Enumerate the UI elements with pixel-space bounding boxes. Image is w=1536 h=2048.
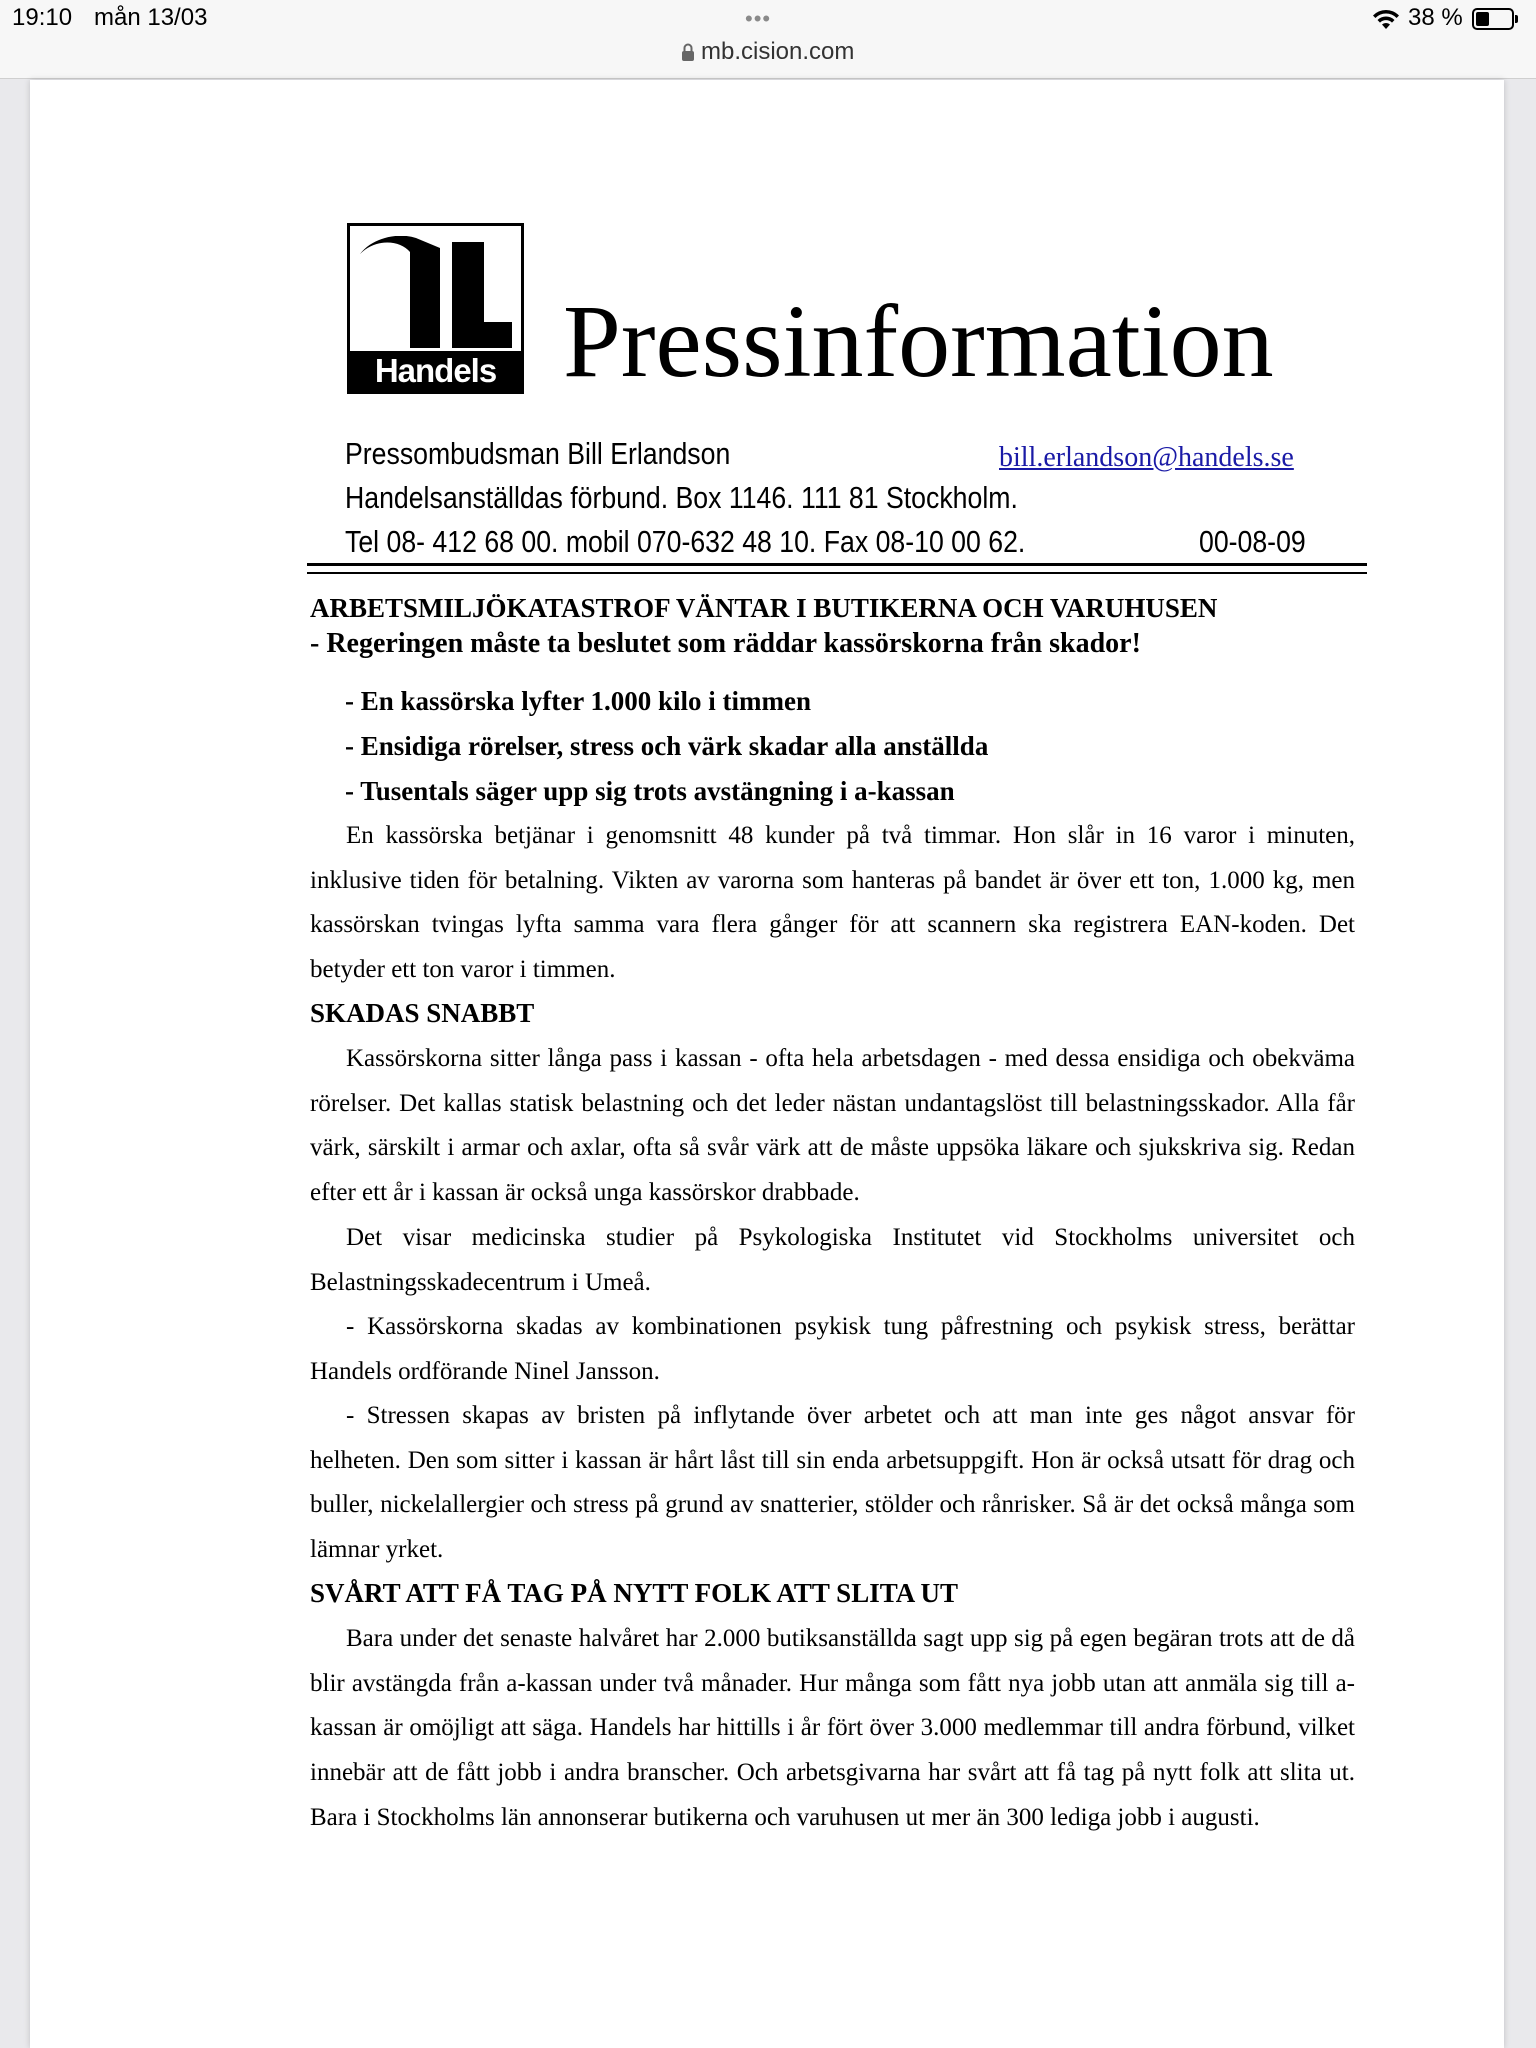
contact-phone: Tel 08- 412 68 00. mobil 070-632 48 10. Fax 08-10 00 62.	[345, 524, 1026, 559]
handels-logo	[347, 223, 524, 394]
headline: ARBETSMILJÖKATASTROF VÄNTAR I BUTIKERNA OCH VARUHUSEN	[310, 593, 1218, 623]
bullet-item: - Tusentals säger upp sig trots avstängning i a-kassan	[345, 776, 955, 806]
document-date: 00-08-09	[1199, 524, 1306, 559]
contact-person: Pressombudsman Bill Erlandson	[345, 436, 731, 471]
paragraph: Kassörskorna sitter långa pass i kassan - ofta hela arbetsdagen - med dessa ensidiga och obekväma rörelser. Det kallas statisk belastning och det leder nästan undantagslöst till belastningsskador. Alla får värk, särskilt i armar och axlar, ofta så svår värk att de måste uppsöka läkare och sjukskriva sig. Redan efter ett år i kassan är också unga kassörskor drabbade.	[310, 1045, 1355, 1207]
lock-icon	[681, 43, 695, 61]
wifi-icon	[1371, 8, 1401, 35]
section-heading: SVÅRT ATT FÅ TAG PÅ NYTT FOLK ATT SLITA UT	[310, 1578, 958, 1608]
bullet-item: - En kassörska lyfter 1.000 kilo i timmen	[345, 686, 812, 716]
page-title: Pressinformation	[563, 284, 1274, 399]
header-divider-secondary	[307, 572, 1367, 574]
subheadline: - Regeringen måste ta beslutet som räddar kassörskorna från skador!	[310, 628, 1141, 659]
url-text: mb.cision.com	[701, 38, 855, 65]
paragraph: - Stressen skapas av bristen på inflytande över arbetet och att man inte ges något ansvar för helheten. Den som sitter i kassan är hårt låst till sin enda arbetsuppgift. Hon är också utsatt för drag och buller, nickelallergier och stress på grund av snatterier, stölder och rånrisker. Så är det också många som lämnar yrket.	[310, 1402, 1355, 1564]
status-bar	[0, 0, 1536, 79]
logo-text: Handels	[350, 351, 521, 391]
paragraph: Det visar medicinska studier på Psykologiska Institutet vid Stockholms universitet och Belastningsskadecentrum i Umeå.	[310, 1224, 1355, 1296]
paragraph: - Kassörskorna skadas av kombinationen psykisk tung påfrestning och psykisk stress, berättar Handels ordförande Ninel Jansson.	[310, 1313, 1355, 1385]
battery-icon	[1472, 8, 1514, 30]
header-divider	[307, 563, 1367, 566]
contact-address: Handelsanställdas förbund. Box 1146. 111 81 Stockholm.	[345, 480, 1018, 515]
status-date: mån 13/03	[94, 4, 208, 31]
address-bar[interactable]	[681, 38, 854, 66]
battery-percent: 38 %	[1408, 4, 1463, 31]
bullet-item: - Ensidiga rörelser, stress och värk skadar alla anställda	[345, 731, 989, 761]
paragraph: Bara under det senaste halvåret har 2.000 butiksanställda sagt upp sig på egen begäran trots att de då blir avstängda från a-kassan under två månader. Hur många som fått nya jobb utan att anmäla sig till a-kassan är omöjligt att säga. Handels har hittills i år fört över 3.000 medlemmar till andra förbund, vilket innebär att de fått jobb i andra branscher. Och arbetsgivarna har svårt att få tag på nytt folk att slita ut. Bara i Stockholms län annonserar butikerna och varuhusen ut mer än 300 lediga jobb i augusti.	[310, 1625, 1355, 1831]
paragraph: En kassörska betjänar i genomsnitt 48 kunder på två timmar. Hon slår in 16 varor i minuten, inklusive tiden för betalning. Vikten av varorna som hanteras på bandet är över ett ton, 1.000 kg, men kassörskan tvingas lyfta samma vara flera gånger för att scannern ska registrera EAN-koden. Det betyder ett ton varor i timmen.	[310, 822, 1355, 984]
email-link[interactable]: bill.erlandson@handels.se	[999, 442, 1294, 473]
status-time: 19:10	[12, 4, 73, 31]
multitasking-dots-icon[interactable]: •••	[745, 6, 772, 31]
section-heading: SKADAS SNABBT	[310, 998, 535, 1028]
